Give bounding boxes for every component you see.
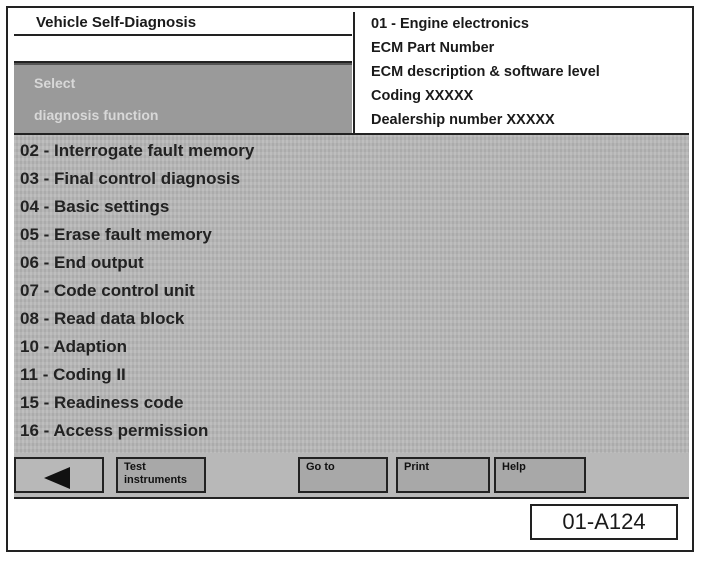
diagnosis-function-label: diagnosis function xyxy=(34,107,159,123)
menu-item-10[interactable]: 10 - Adaption xyxy=(20,337,128,356)
arrow-left-icon xyxy=(44,467,70,489)
info-system: 01 - Engine electronics xyxy=(371,16,529,32)
help-button[interactable]: Help xyxy=(494,457,586,493)
info-ecm-part-number: ECM Part Number xyxy=(371,40,495,56)
menu-item-11[interactable]: 11 - Coding II xyxy=(20,365,126,384)
menu-item-03[interactable]: 03 - Final control diagnosis xyxy=(20,169,241,188)
select-function-panel xyxy=(14,63,352,135)
select-label: Select xyxy=(34,75,76,91)
menu-item-07[interactable]: 07 - Code control unit xyxy=(20,281,195,300)
button-bar xyxy=(14,453,689,497)
menu-item-16[interactable]: 16 - Access permission xyxy=(20,421,209,440)
menu-item-15[interactable]: 15 - Readiness code xyxy=(20,393,184,412)
info-coding: Coding XXXXX xyxy=(371,88,474,104)
goto-button[interactable]: Go to xyxy=(298,457,388,493)
print-button[interactable]: Print xyxy=(396,457,490,493)
function-menu xyxy=(14,133,689,455)
menu-item-06[interactable]: 06 - End output xyxy=(20,253,144,272)
test-instruments-button[interactable]: Test instruments xyxy=(116,457,206,493)
info-dealership-number: Dealership number XXXXX xyxy=(371,112,555,128)
figure-code: 01-A124 xyxy=(530,504,678,540)
menu-item-08[interactable]: 08 - Read data block xyxy=(20,309,185,328)
page-title: Vehicle Self-Diagnosis xyxy=(36,14,197,31)
info-ecm-description: ECM description & software level xyxy=(371,64,600,80)
divider xyxy=(14,34,352,36)
menu-item-02[interactable]: 02 - Interrogate fault memory xyxy=(20,141,255,160)
vehicle-info-panel xyxy=(353,12,691,133)
back-button[interactable] xyxy=(14,457,104,493)
menu-item-05[interactable]: 05 - Erase fault memory xyxy=(20,225,212,244)
menu-item-04[interactable]: 04 - Basic settings xyxy=(20,197,170,216)
divider xyxy=(14,497,689,499)
